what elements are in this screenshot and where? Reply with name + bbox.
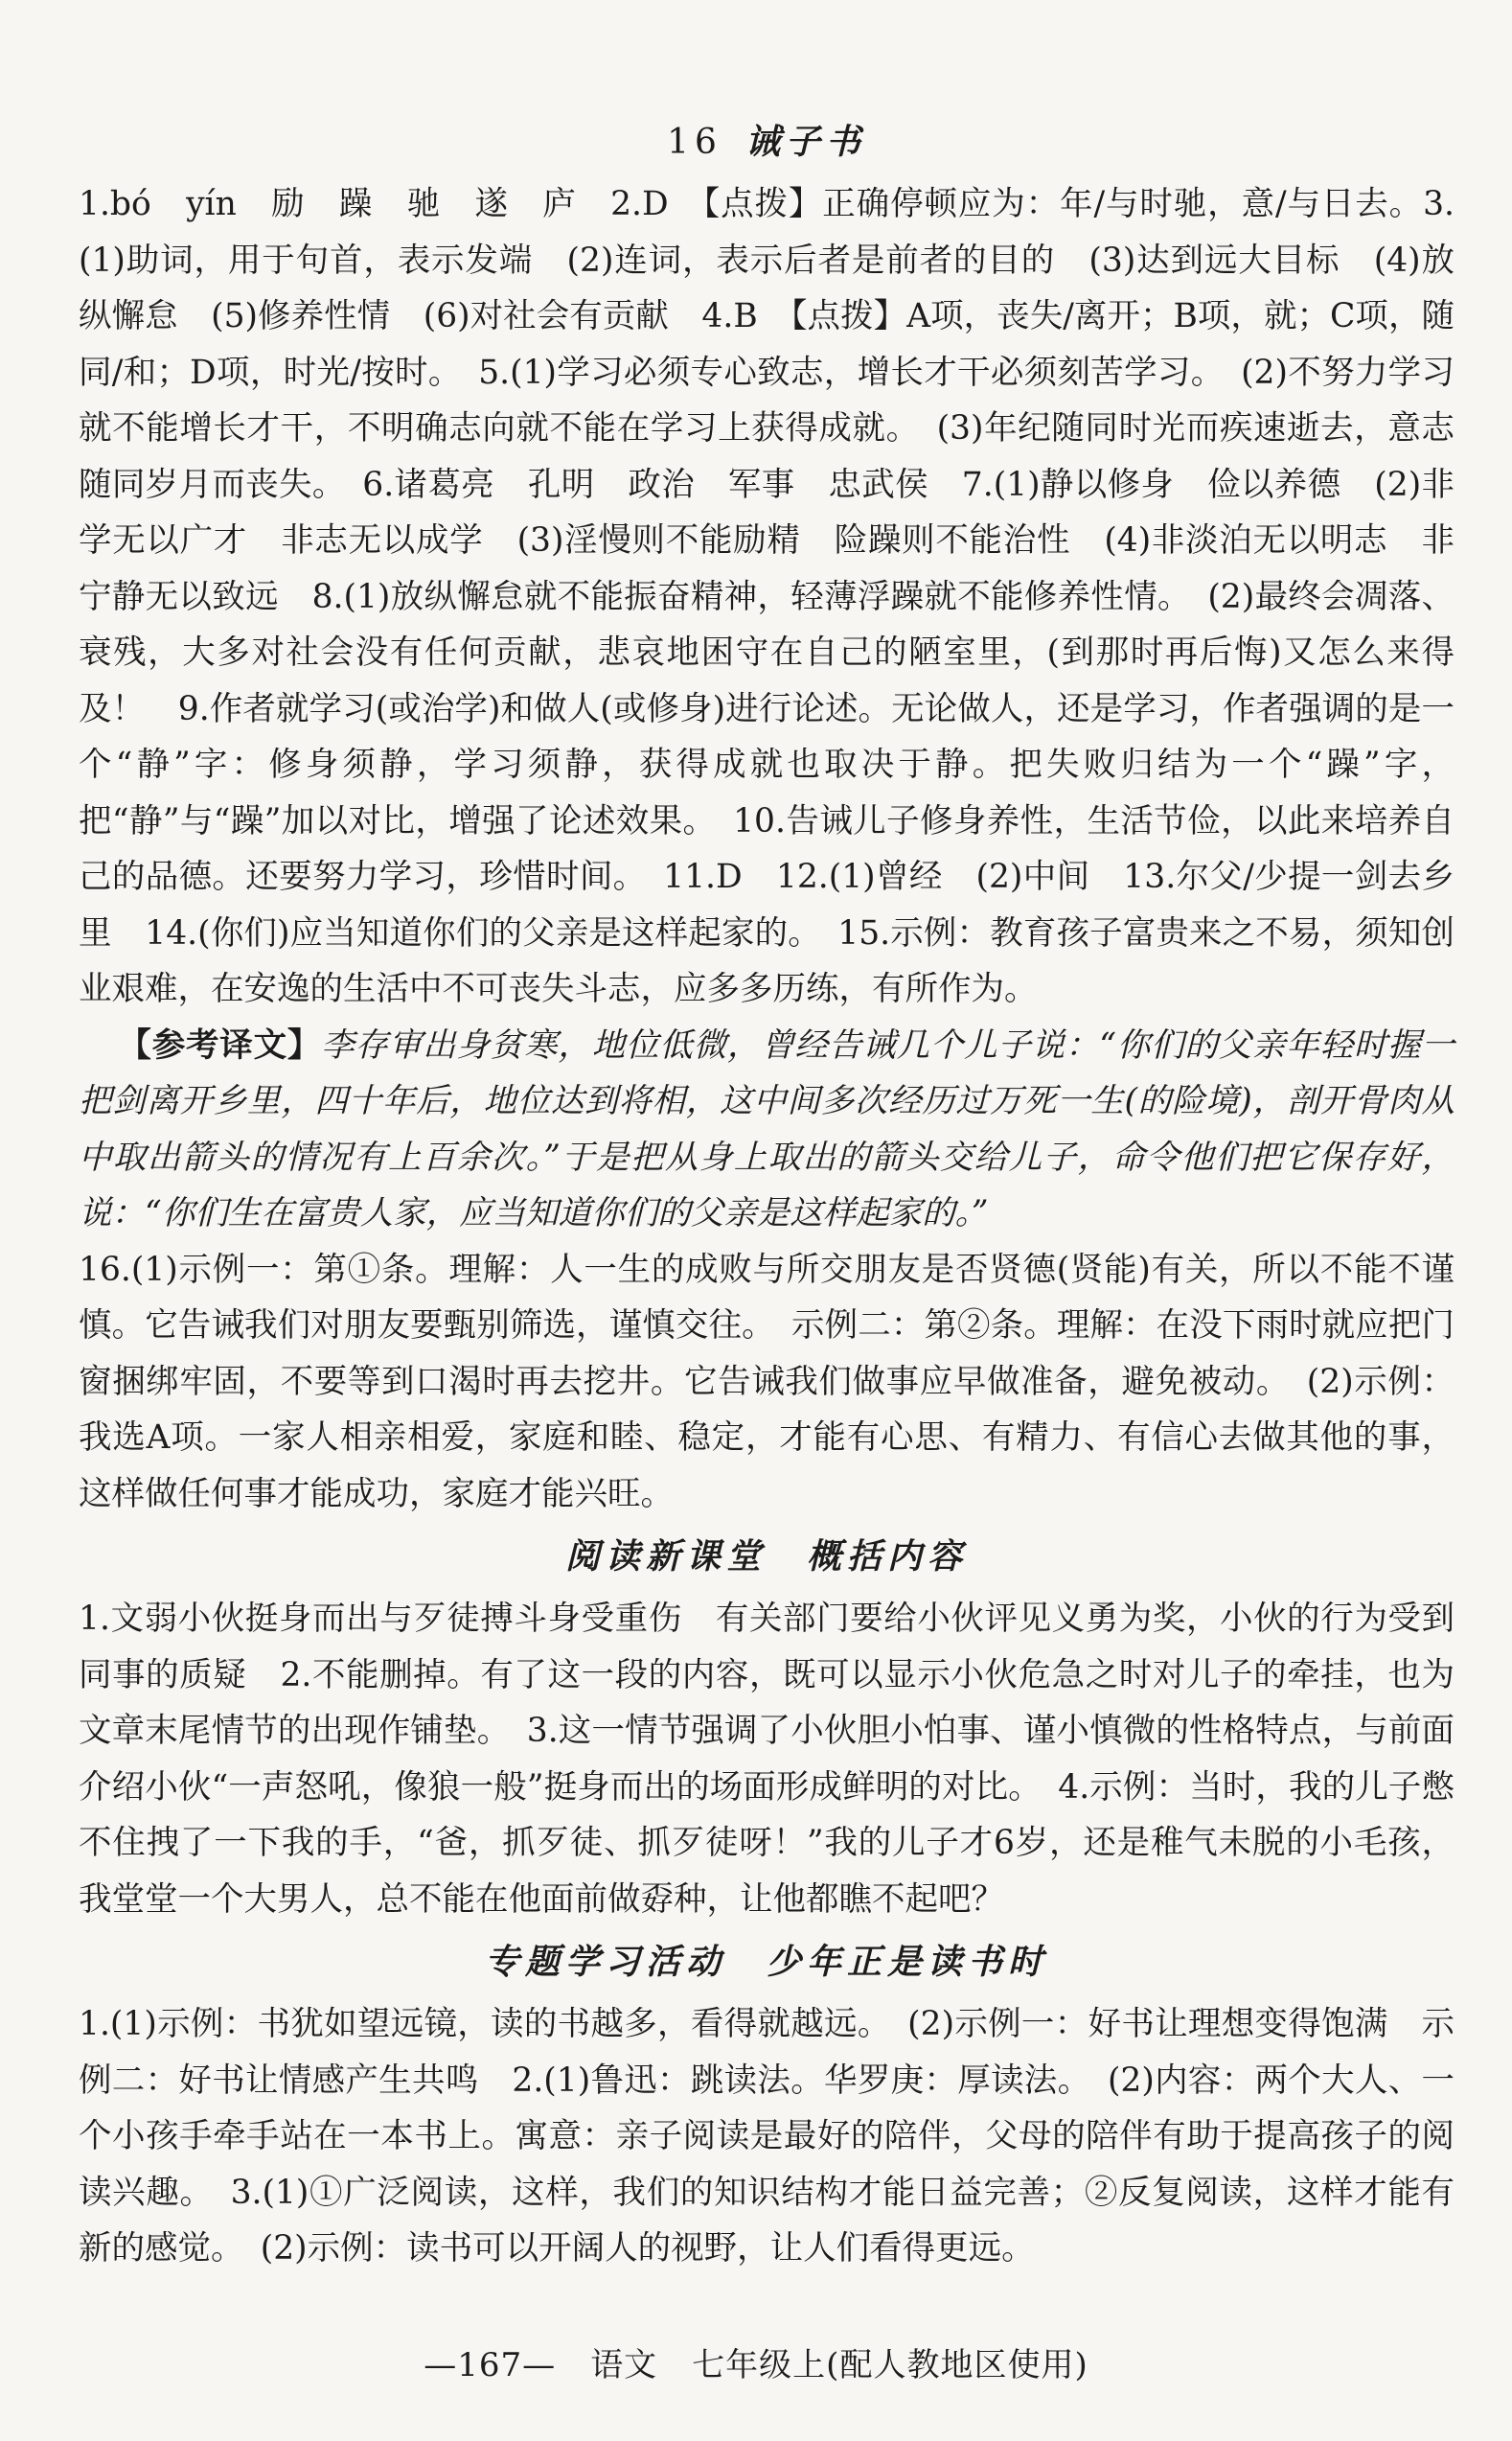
- activity-answers: 1.(1)示例：书犹如望远镜，读的书越多，看得就越远。 (2)示例一：好书让理想变得饱满 示例二：好书让情感产生共鸣 2.(1)鲁迅：跳读法。华罗庚：厚读法。 (2)内容：两个大人、一个小孩手牵手站在一本书上。寓意：亲子阅读是最好的陪伴，父母的陪伴有助于提高孩子的阅读兴趣。 3.(1)①广泛阅读，这样，我们的知识结构才能日益完善；②反复阅读，这样才能有新的感觉。 (2)示例：读书可以开阔人的视野，让人们看得更远。: [79, 2005, 1455, 2268]
- section-title-16: [79, 117, 1455, 167]
- footer-subject: 语文: [590, 2346, 658, 2384]
- section-name: 诫子书: [745, 122, 866, 162]
- page-footer: [0, 2338, 1512, 2385]
- activity-section-title: 专题学习活动 少年正是读书时: [484, 1942, 1048, 1982]
- page-number: —167—: [424, 2346, 557, 2384]
- reference-translation: [79, 1018, 1455, 1242]
- translation-text: 李存审出身贫寒，地位低微，曾经告诫几个儿子说：“你们的父亲年轻时握一把剑离开乡里，四十年后，地位达到将相，这中间多次经历过万死一生(的险境)，剖开骨肉从中取出箭头的情况有上百余次。”于是把从身上取出的箭头交给儿子，命令他们把它保存好，说：“你们生在富贵人家，应当知道你们的父亲是这样起家的。”: [79, 1025, 1455, 1232]
- question16-answers: 16.(1)示例一：第①条。理解：人一生的成败与所交朋友是否贤德(贤能)有关，所以不能不谨慎。它告诫我们对朋友要甄别筛选，谨慎交往。 示例二：第②条。理解：在没下雨时就应把门窗捆绑牢固，不要等到口渴时再去挖井。它告诫我们做事应早做准备，避免被动。 (2)示例：我选A项。一家人相亲相爱，家庭和睦、稳定，才能有心思、有精力、有信心去做其他的事，这样做任何事才能成功，家庭才能兴旺。: [79, 1250, 1455, 1513]
- translation-label: 【参考译文】: [118, 1025, 322, 1065]
- section16-answers: 1.bó yín 励 躁 驰 遂 庐 2.D 【点拨】正确停顿应为：年/与时驰，意/与日去。3.(1)助词，用于句首，表示发端 (2)连词，表示后者是前者的目的 (3)达到远大目标 (4)放纵懈怠 (5)修养性情 (6)对社会有贡献 4.B 【点拨】A项，丧失/离开；B项，就；C项，随同/和；D项，时光/按时。 5.(1)学习必须专心致志，增长才干必须刻苦学习。 (2)不努力学习就不能增长才干，不明确志向就不能在学习上获得成就。 (3)年纪随同时光而疾速逝去，意志随同岁月而丧失。 6.诸葛亮 孔明 政治 军事 忠武侯 7.(1)静以修身 俭以养德 (2)非学无以广才 非志无以成学 (3)淫慢则不能励精 险躁则不能治性 (4)非淡泊无以明志 非宁静无以致远 8.(1)放纵懈怠就不能振奋精神，轻薄浮躁就不能修养性情。 (2)最终会凋落、衰残，大多对社会没有任何贡献，悲哀地困守在自己的陋室里，(到那时再后悔)又怎么来得及！ 9.作者就学习(或治学)和做人(或修身)进行论述。无论做人，还是学习，作者强调的是一个“静”字：修身须静，学习须静，获得成就也取决于静。把失败归结为一个“躁”字，把“静”与“躁”加以对比，增强了论述效果。 10.告诫儿子修身养性，生活节俭，以此来培养自己的品德。还要努力学习，珍惜时间。 11.D 12.(1)曾经 (2)中间 13.尔父/少提一剑去乡里 14.(你们)应当知道你们的父亲是这样起家的。 15.示例：教育孩子富贵来之不易，须知创业艰难，在安逸的生活中不可丧失斗志，应多多历练，有所作为。: [79, 185, 1455, 1008]
- reading-answers: 1.文弱小伙挺身而出与歹徒搏斗身受重伤 有关部门要给小伙评见义勇为奖，小伙的行为受到同事的质疑 2.不能删掉。有了这一段的内容，既可以显示小伙危急之时对儿子的牵挂，也为文章末尾情节的出现作铺垫。 3.这一情节强调了小伙胆小怕事、谨小慎微的性格特点，与前面介绍小伙“一声怒吼，像狼一般”挺身而出的场面形成鲜明的对比。 4.示例：当时，我的儿子憋不住拽了一下我的手，“爸，抓歹徒、抓歹徒呀！”我的儿子才6岁，还是稚气未脱的小毛孩，我堂堂一个大男人，总不能在他面前做孬种，让他都瞧不起吧？: [79, 1600, 1455, 1919]
- section-number: 16: [667, 123, 722, 162]
- reading-section-title: 阅读新课堂 概括内容: [564, 1536, 968, 1577]
- footer-grade: 七年级上(配人教地区使用): [692, 2346, 1088, 2384]
